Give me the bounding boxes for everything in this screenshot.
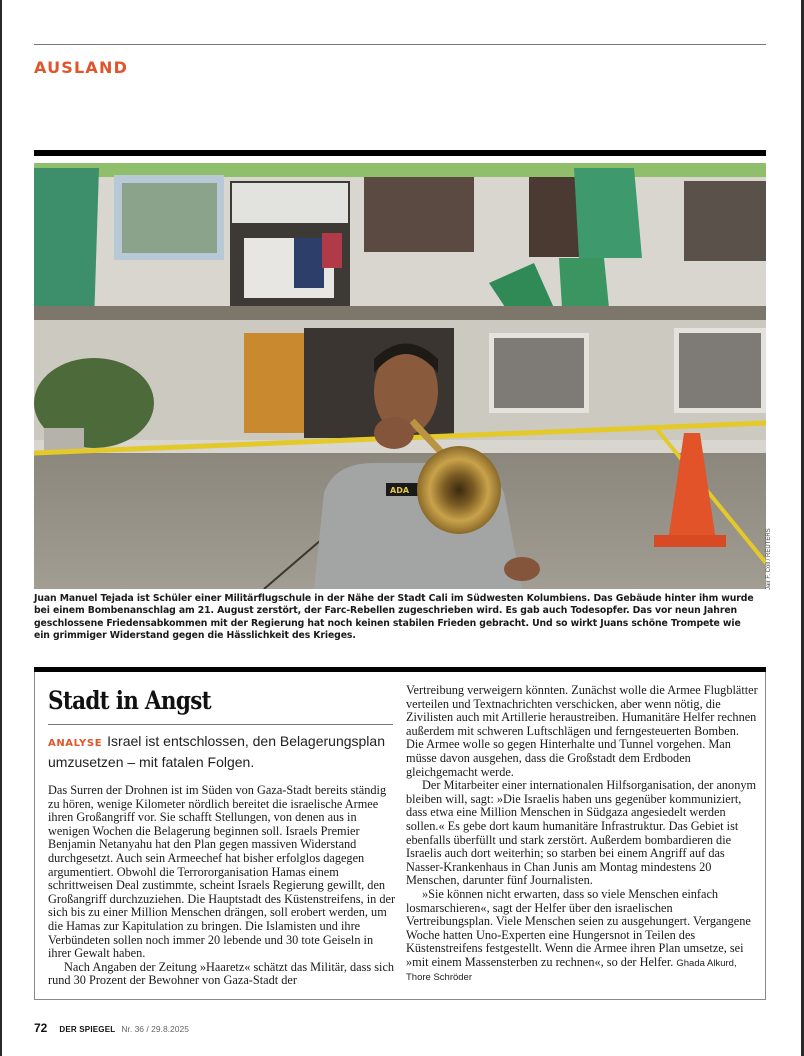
article-teaser bbox=[48, 732, 398, 772]
photo-illustration bbox=[34, 163, 766, 589]
paragraph bbox=[406, 888, 758, 985]
magazine-name: DER SPIEGEL bbox=[59, 1025, 116, 1034]
teaser-text: Israel ist entschlossen, den Belagerungsplan umzusetzen – mit fatalen Folgen. bbox=[48, 733, 385, 770]
photo-caption: Juan Manuel Tejada ist Schüler einer Militärflugschule in der Nähe der Stadt Cali im Südwesten Kolumbiens. Das Gebäude hinter ihm wurde bei einem Bombenanschlag am 21. August zerstört, der Farc-Rebellen zugeschrieben wird. Es gab auch Todesopfer. Das vor neun Jahren geschlossene Friedensabkommen mit der Regierung hat noch keinen stabilen Frieden gebracht. Und so wirkt Juans schöne Trompete wie ein grimmiger Widerstand gegen die Hässlichkeit des Krieges. bbox=[34, 593, 754, 642]
page-number: 72 bbox=[34, 1021, 48, 1035]
section-label: AUSLAND bbox=[34, 58, 129, 77]
paragraph-text: »Sie können nicht erwarten, dass so viele Menschen einfach losmarschieren«, sagt der Helfer über den israelischen Vertreibungsplan. Viele Menschen seien zu ausgehungert. Vergangene Woche hatten Uno-Experten eine Hungersnot in Teilen des Küstenstreifens festgestellt. Wenn die Armee ihren Plan umsetze, sei »mit einem Massensterben zu rechnen«, so der Helfer. bbox=[406, 886, 751, 969]
name-tag-text: ADA bbox=[390, 486, 410, 495]
top-rule bbox=[34, 44, 766, 45]
article-authors: Ghada Alkurd, Thore Schröder bbox=[406, 957, 737, 984]
article-column-1 bbox=[48, 784, 398, 988]
paragraph: Vertreibung verweigern könnten. Zunächst wolle die Armee Flugblätter verteilen und Textnachrichten verschicken, aber wenn nötig, die Zivilisten auch mit Artillerie heraustreiben. Humanitäre Helfer rechnen außerdem mit schweren Luftschlägen und ferngesteuerten Bomben. Die Armee wolle so gegen Hinterhalte und Tunnel vorgehen. Man müsse davon ausgehen, dass die Großstadt dem Erdboden gleichgemacht werde. bbox=[406, 683, 758, 779]
photo-top-bar bbox=[34, 150, 766, 156]
paragraph: Der Mitarbeiter einer internationalen Hilfsorganisation, der anonym bleiben will, sagt: »Die Israelis haben uns gegenüber kommuniziert, dass etwa eine Million Menschen in Südgaza angesiedelt werden sollen.« Es gebe dort kaum humanitäre Infrastruktur. Das Gebiet ist ebenfalls überfüllt und stark zerstört. Außerdem bombardieren die Israelis auch dort weiterhin; so starben bei einem Angriff auf das Nasser-Krankenhaus in Chan Junis am Montag mindestens 20 Menschen, darunter fünf Journalisten. bbox=[406, 778, 757, 888]
paragraph: Nach Angaben der Zeitung »Haaretz« schätzt das Militär, dass sich rund 30 Prozent der Bewohner von Gaza-Stadt der bbox=[48, 959, 395, 988]
issue-info: Nr. 36 / 29.8.2025 bbox=[121, 1024, 189, 1034]
photo-credit-text: Jair F. Coll / REUTERS bbox=[766, 528, 772, 590]
article-headline: Stadt in Angst bbox=[48, 686, 211, 715]
article-box-top-bar bbox=[34, 667, 766, 672]
article-kicker: ANALYSE bbox=[48, 738, 103, 749]
headline-rule bbox=[48, 724, 393, 725]
paragraph: Das Surren der Drohnen ist im Süden von Gaza-Stadt bereits ständig zu hören, wenige Kilometer nördlich bereitet die israelische Armee ihren Großangriff vor. Sie schafft Stellungen, von denen aus in wenigen Wochen die Belagerung beginnen soll. Israels Premier Benjamin Netanyahu hat den Plan gegen massiven Widerstand durchgesetzt. Auch sein Armeechef hat bisher erfolglos dagegen argumentiert. Obwohl die Terrororganisation Hamas einem schrittweisen Deal zustimmte, scheint Israels Regierung gewillt, den Großangriff durchzuziehen. Die Hauptstadt des Küstenstreifens, in der sich bis zu einer Million Menschen drängen, soll erobert werden, um die Hamas zur Kapitulation zu bringen. Die Islamisten und ihre Verbündeten sollen noch immer 20 lebende und 30 tote Geiseln in ihrer Gewalt haben. bbox=[48, 783, 396, 961]
photo bbox=[34, 163, 766, 589]
page-footer bbox=[34, 1021, 189, 1035]
page-edge-left bbox=[0, 0, 2, 1056]
article-column-2 bbox=[406, 684, 758, 985]
photo-credit bbox=[763, 520, 777, 590]
